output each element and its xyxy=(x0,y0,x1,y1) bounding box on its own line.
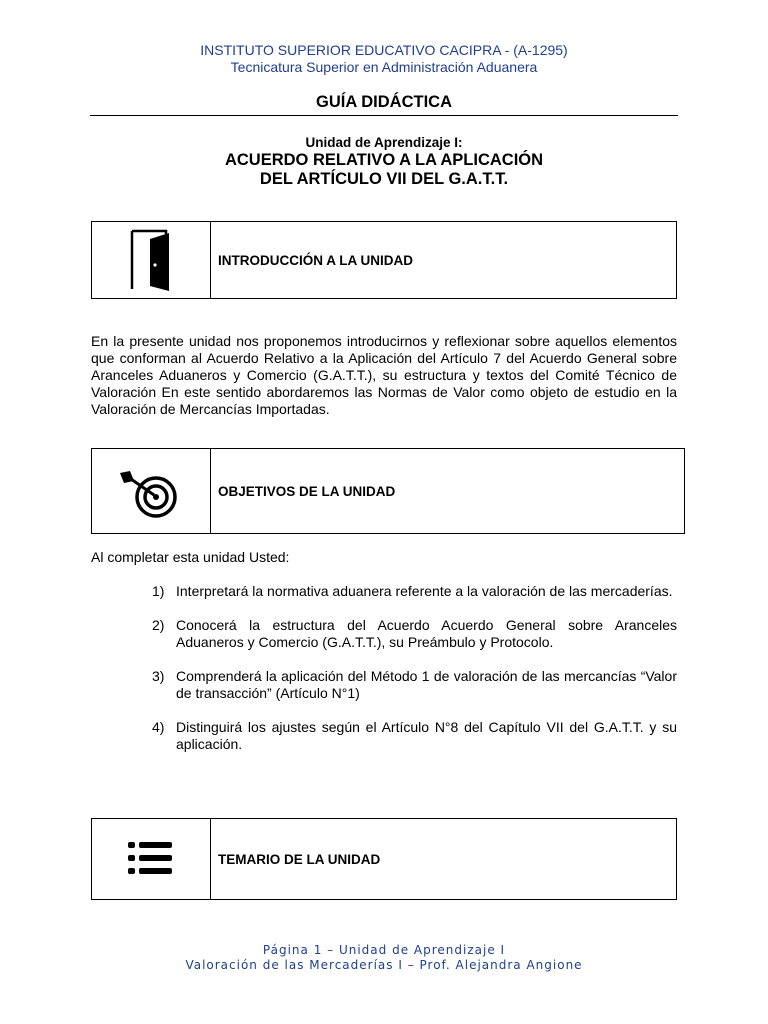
intro-icon-cell xyxy=(92,222,211,298)
list-item-text: Comprenderá la aplicación del Método 1 de valoración de las mercancías “Valor de transacción” (Artículo N°1) xyxy=(176,668,677,701)
objectives-list xyxy=(152,583,677,753)
objectives-intro: Al completar esta unidad Usted: xyxy=(91,549,290,565)
unit-title xyxy=(0,151,768,189)
unit-title-line-1: ACUERDO RELATIVO A LA APLICACIÓN xyxy=(224,151,544,169)
syllabus-icon-cell xyxy=(92,819,211,899)
list-item xyxy=(152,617,677,651)
list-item-text: Interpretará la normativa aduanera referente a la valoración de las mercaderías. xyxy=(176,583,673,599)
target-dart-icon xyxy=(116,461,186,521)
syllabus-section-label: TEMARIO DE LA UNIDAD xyxy=(218,851,381,867)
door-icon xyxy=(128,227,174,293)
unit-label: Unidad de Aprendizaje I: xyxy=(305,135,463,150)
unit-title-line-2: DEL ARTÍCULO VII DEL G.A.T.T. xyxy=(259,170,509,188)
list-item-number: 4) xyxy=(152,719,165,735)
objectives-section-label: OBJETIVOS DE LA UNIDAD xyxy=(218,483,396,499)
footer-page-info: Página 1 – Unidad de Aprendizaje I xyxy=(262,943,506,957)
intro-section-box xyxy=(91,221,677,299)
program-header: Tecnicatura Superior en Administración Aduanera xyxy=(230,59,538,75)
title-divider xyxy=(90,115,678,116)
footer-course-info: Valoración de las Mercaderías I – Prof. Alejandra Angione xyxy=(185,958,583,972)
intro-section-label: INTRODUCCIÓN A LA UNIDAD xyxy=(218,252,413,268)
list-item-text: Distinguirá los ajustes según el Artículo N°8 del Capítulo VII del G.A.T.T. y su aplicación. xyxy=(176,719,677,752)
institute-header: INSTITUTO SUPERIOR EDUCATIVO CACIPRA - (A-1295) xyxy=(200,42,568,58)
document-title: GUÍA DIDÁCTICA xyxy=(316,93,452,111)
list-item xyxy=(152,668,677,702)
objectives-icon-cell xyxy=(92,449,211,533)
list-item-number: 2) xyxy=(152,617,165,633)
list-item xyxy=(152,583,677,600)
list-item-text: Conocerá la estructura del Acuerdo Acuerdo General sobre Aranceles Aduaneros y Comercio (G.A.T.T.), su Preámbulo y Protocolo. xyxy=(176,617,677,650)
list-icon xyxy=(126,839,176,879)
list-item-number: 1) xyxy=(152,583,165,599)
syllabus-section-box xyxy=(91,818,677,900)
intro-paragraph: En la presente unidad nos proponemos introducirnos y reflexionar sobre aquellos elementos que conforman al Acuerdo Relativo a la Aplicación del Artículo 7 del Acuerdo General sobre Aranceles Aduaneros y Comercio (G.A.T.T.), su estructura y textos del Comité Técnico de Valoración En este sentido abordaremos las Normas de Valor como objeto de estudio en la Valoración de Mercancías Importadas. xyxy=(91,333,677,417)
list-item-number: 3) xyxy=(152,668,165,684)
list-item xyxy=(152,719,677,753)
objectives-section-box xyxy=(91,448,685,534)
